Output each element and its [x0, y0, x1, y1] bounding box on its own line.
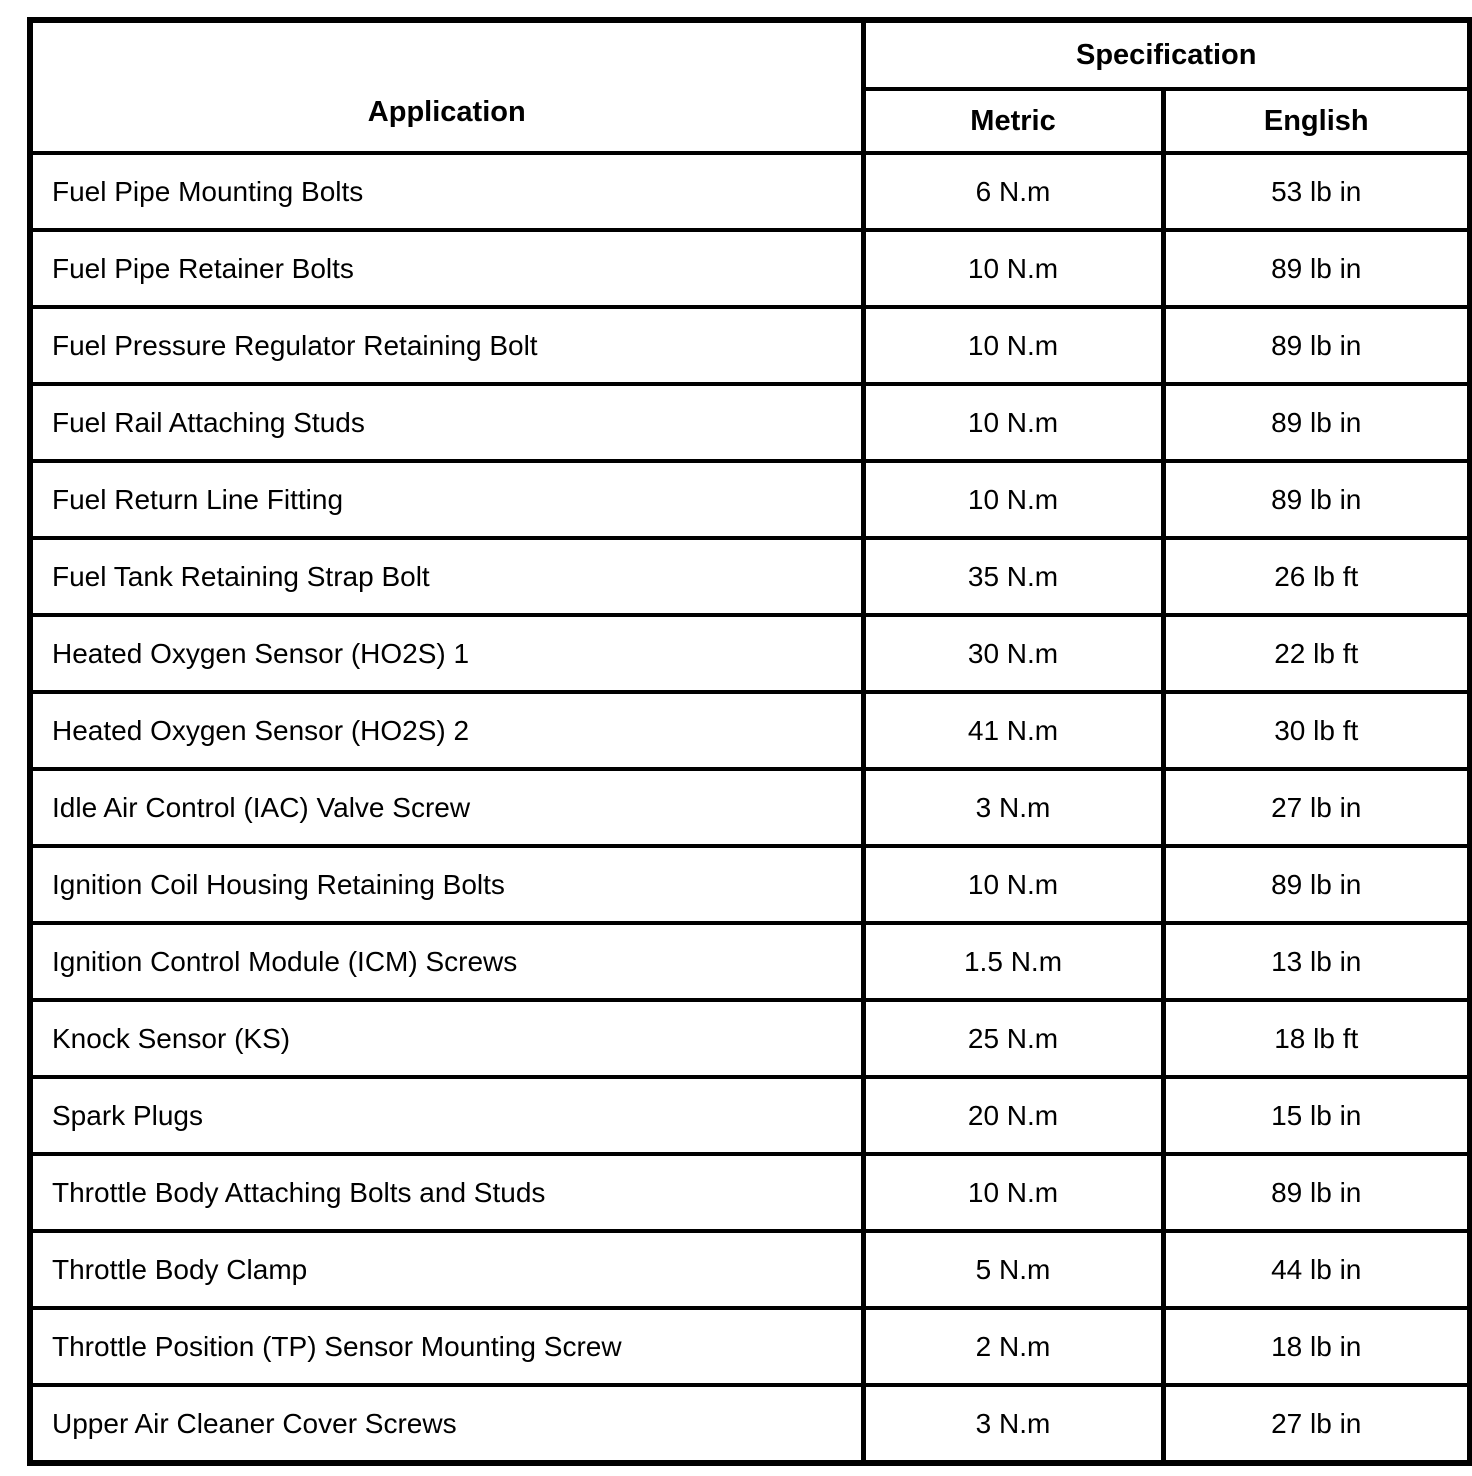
metric-value-cell: 10 N.m: [863, 1154, 1163, 1231]
metric-value-cell: 10 N.m: [863, 230, 1163, 307]
table-row: [30, 153, 1470, 230]
table-row: [30, 307, 1470, 384]
metric-value-cell: 10 N.m: [863, 846, 1163, 923]
application-cell: Upper Air Cleaner Cover Screws: [30, 1385, 863, 1463]
metric-value-cell: 25 N.m: [863, 1000, 1163, 1077]
english-value-cell: 89 lb in: [1163, 230, 1470, 307]
application-column-header: Application: [30, 20, 863, 153]
table-row: [30, 1077, 1470, 1154]
table-row: [30, 692, 1470, 769]
english-value-cell: 22 lb ft: [1163, 615, 1470, 692]
english-value-cell: 53 lb in: [1163, 153, 1470, 230]
application-cell: Ignition Control Module (ICM) Screws: [30, 923, 863, 1000]
application-cell: Knock Sensor (KS): [30, 1000, 863, 1077]
table-row: [30, 846, 1470, 923]
application-cell: Ignition Coil Housing Retaining Bolts: [30, 846, 863, 923]
metric-value-cell: 10 N.m: [863, 461, 1163, 538]
header-row-specification: [30, 20, 1470, 89]
table-row: [30, 1308, 1470, 1385]
table-row: [30, 769, 1470, 846]
application-cell: Heated Oxygen Sensor (HO2S) 1: [30, 615, 863, 692]
application-cell: Fuel Pipe Retainer Bolts: [30, 230, 863, 307]
english-value-cell: 13 lb in: [1163, 923, 1470, 1000]
metric-value-cell: 3 N.m: [863, 1385, 1163, 1463]
application-cell: Fuel Rail Attaching Studs: [30, 384, 863, 461]
application-cell: Throttle Body Attaching Bolts and Studs: [30, 1154, 863, 1231]
application-cell: Fuel Pipe Mounting Bolts: [30, 153, 863, 230]
table-row: [30, 1000, 1470, 1077]
english-value-cell: 18 lb ft: [1163, 1000, 1470, 1077]
application-cell: Fuel Pressure Regulator Retaining Bolt: [30, 307, 863, 384]
spec-table-body: [30, 153, 1470, 1463]
metric-value-cell: 6 N.m: [863, 153, 1163, 230]
spec-table-header: [30, 20, 1470, 153]
metric-value-cell: 3 N.m: [863, 769, 1163, 846]
metric-value-cell: 10 N.m: [863, 307, 1163, 384]
metric-value-cell: 30 N.m: [863, 615, 1163, 692]
application-cell: Fuel Tank Retaining Strap Bolt: [30, 538, 863, 615]
english-column-header: English: [1163, 89, 1470, 153]
metric-value-cell: 20 N.m: [863, 1077, 1163, 1154]
table-row: [30, 1154, 1470, 1231]
application-cell: Heated Oxygen Sensor (HO2S) 2: [30, 692, 863, 769]
english-value-cell: 89 lb in: [1163, 1154, 1470, 1231]
table-row: [30, 923, 1470, 1000]
metric-value-cell: 2 N.m: [863, 1308, 1163, 1385]
english-value-cell: 18 lb in: [1163, 1308, 1470, 1385]
table-row: [30, 230, 1470, 307]
english-value-cell: 27 lb in: [1163, 769, 1470, 846]
english-value-cell: 15 lb in: [1163, 1077, 1470, 1154]
metric-column-header: Metric: [863, 89, 1163, 153]
metric-value-cell: 35 N.m: [863, 538, 1163, 615]
english-value-cell: 89 lb in: [1163, 846, 1470, 923]
table-row: [30, 538, 1470, 615]
english-value-cell: 89 lb in: [1163, 461, 1470, 538]
specification-column-group-header: Specification: [863, 20, 1470, 89]
application-cell: Idle Air Control (IAC) Valve Screw: [30, 769, 863, 846]
english-value-cell: 89 lb in: [1163, 307, 1470, 384]
english-value-cell: 27 lb in: [1163, 1385, 1470, 1463]
english-value-cell: 26 lb ft: [1163, 538, 1470, 615]
table-row: [30, 384, 1470, 461]
metric-value-cell: 41 N.m: [863, 692, 1163, 769]
metric-value-cell: 1.5 N.m: [863, 923, 1163, 1000]
application-cell: Throttle Body Clamp: [30, 1231, 863, 1308]
application-cell: Spark Plugs: [30, 1077, 863, 1154]
table-row: [30, 461, 1470, 538]
metric-value-cell: 10 N.m: [863, 384, 1163, 461]
english-value-cell: 30 lb ft: [1163, 692, 1470, 769]
table-row: [30, 1385, 1470, 1463]
table-row: [30, 615, 1470, 692]
application-cell: Throttle Position (TP) Sensor Mounting Screw: [30, 1308, 863, 1385]
metric-value-cell: 5 N.m: [863, 1231, 1163, 1308]
english-value-cell: 89 lb in: [1163, 384, 1470, 461]
table-row: [30, 1231, 1470, 1308]
english-value-cell: 44 lb in: [1163, 1231, 1470, 1308]
torque-spec-table: [27, 17, 1472, 1466]
application-cell: Fuel Return Line Fitting: [30, 461, 863, 538]
